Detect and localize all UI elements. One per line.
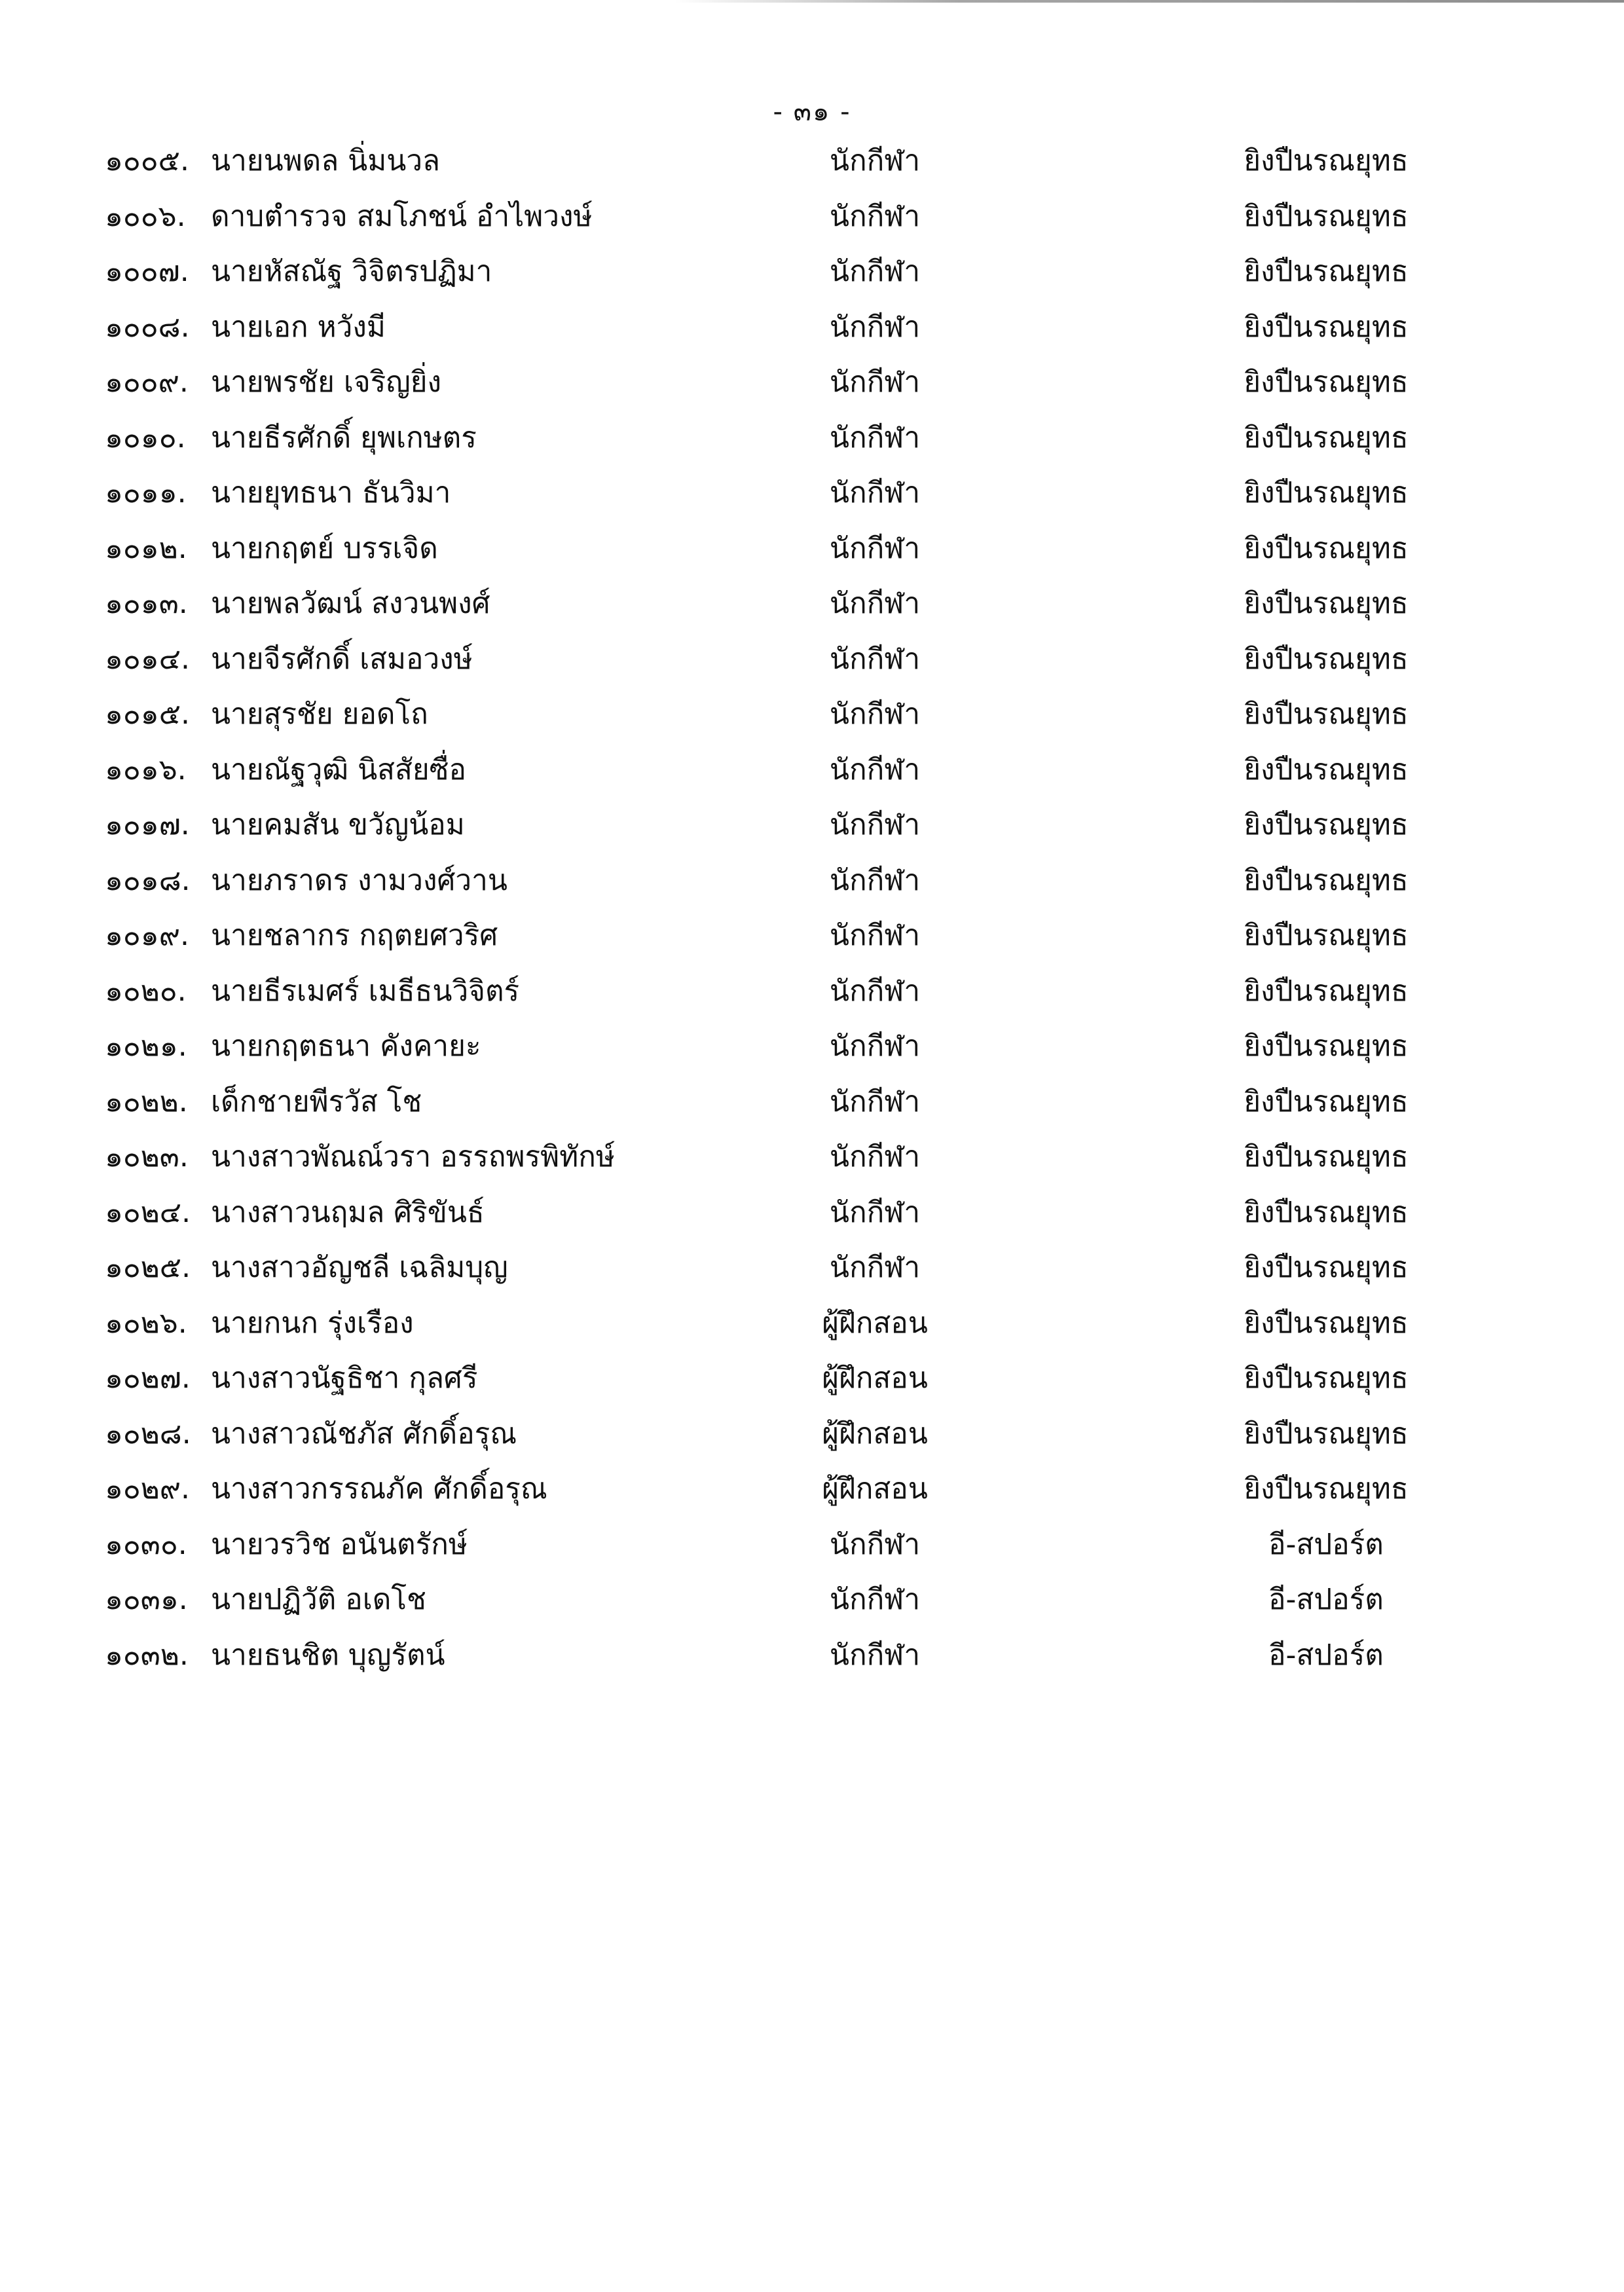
list-item xyxy=(0,196,1624,251)
page-number: - ๓๑ - xyxy=(773,97,851,127)
person-role: นักกีฬา xyxy=(829,1527,921,1561)
person-role: นักกีฬา xyxy=(829,1140,921,1174)
list-item xyxy=(0,1081,1624,1137)
entry-number: ๑๐๑๓. xyxy=(105,587,188,620)
entry-number: ๑๐๒๓. xyxy=(105,1140,189,1174)
entry-number: ๑๐๐๖. xyxy=(105,199,186,233)
person-role: นักกีฬา xyxy=(829,587,921,620)
sport-event: ยิงปืนรณยุทธ xyxy=(1244,1029,1409,1063)
person-name: นางสาวนัฐธิชา กุลศรี xyxy=(211,1361,478,1395)
person-role: นักกีฬา xyxy=(829,863,921,897)
person-role: นักกีฬา xyxy=(829,1084,921,1118)
entry-number: ๑๐๑๘. xyxy=(105,863,191,897)
list-item xyxy=(0,361,1624,417)
entry-number: ๑๐๐๗. xyxy=(105,255,189,288)
person-role: นักกีฬา xyxy=(829,476,921,509)
person-role: นักกีฬา xyxy=(829,1583,921,1616)
sport-event: ยิงปืนรณยุทธ xyxy=(1244,1416,1409,1451)
person-role: ผู้ฝึกสอน xyxy=(822,1472,928,1506)
person-name: นายธีรเมศร์ เมธีธนวิจิตร์ xyxy=(211,974,520,1008)
person-role: นักกีฬา xyxy=(829,1638,921,1672)
person-role: นักกีฬา xyxy=(829,642,921,676)
sport-event: ยิงปืนรณยุทธ xyxy=(1244,310,1409,344)
person-name: นายคมสัน ขวัญน้อม xyxy=(211,808,465,841)
sport-event: ยิงปืนรณยุทธ xyxy=(1244,863,1409,897)
list-item xyxy=(0,915,1624,970)
person-name: นางสาวณัชภัส ศักดิ์อรุณ xyxy=(211,1416,517,1451)
sport-event: ยิงปืนรณยุทธ xyxy=(1244,1195,1409,1229)
person-name: นายกฤตย์ บรรเจิด xyxy=(211,531,438,565)
entry-number: ๑๐๒๔. xyxy=(105,1195,191,1229)
sport-event: อี-สปอร์ต xyxy=(1268,1638,1384,1672)
entry-number: ๑๐๑๒. xyxy=(105,531,187,565)
entry-number: ๑๐๓๑. xyxy=(105,1583,188,1616)
list-item xyxy=(0,1192,1624,1248)
person-role: ผู้ฝึกสอน xyxy=(822,1361,928,1395)
list-item xyxy=(0,804,1624,860)
list-item xyxy=(0,1468,1624,1524)
person-role: นักกีฬา xyxy=(829,144,921,177)
list-item xyxy=(0,1026,1624,1081)
entry-number: ๑๐๒๗. xyxy=(105,1361,191,1395)
person-role: นักกีฬา xyxy=(829,808,921,841)
person-name: นายหัสณัฐ วิจิตรปฏิมา xyxy=(211,255,492,288)
person-name: นายวรวิช อนันตรักษ์ xyxy=(211,1527,468,1561)
sport-event: ยิงปืนรณยุทธ xyxy=(1244,642,1409,676)
person-role: นักกีฬา xyxy=(829,255,921,288)
person-role: นักกีฬา xyxy=(829,752,921,786)
sport-event: ยิงปืนรณยุทธ xyxy=(1244,476,1409,509)
person-name: นายนพดล นิ่มนวล xyxy=(211,144,441,177)
person-name: นายภราดร งามวงศ์วาน xyxy=(211,863,507,897)
sport-event: ยิงปืนรณยุทธ xyxy=(1244,808,1409,841)
entry-number: ๑๐๒๕. xyxy=(105,1251,191,1284)
sport-event: ยิงปืนรณยุทธ xyxy=(1244,697,1409,731)
person-name: นายกฤตธนา คังคายะ xyxy=(211,1029,481,1063)
person-name: นายยุทธนา ธันวิมา xyxy=(211,476,451,509)
list-item xyxy=(0,528,1624,583)
person-role: นักกีฬา xyxy=(829,420,921,454)
sport-event: ยิงปืนรณยุทธ xyxy=(1244,1306,1409,1340)
scan-edge-shadow xyxy=(674,0,1624,3)
person-name: นายณัฐวุฒิ นิสสัยซื่อ xyxy=(211,752,466,786)
list-item xyxy=(0,583,1624,638)
person-role: นักกีฬา xyxy=(829,697,921,731)
person-role: นักกีฬา xyxy=(829,365,921,399)
entry-number: ๑๐๑๕. xyxy=(105,697,191,731)
sport-event: ยิงปืนรณยุทธ xyxy=(1244,587,1409,620)
sport-event: อี-สปอร์ต xyxy=(1268,1527,1384,1561)
list-item xyxy=(0,1635,1624,1690)
person-name: นายธนชิต บุญรัตน์ xyxy=(211,1638,445,1672)
person-role: ผู้ฝึกสอน xyxy=(822,1416,928,1451)
entry-number: ๑๐๒๑. xyxy=(105,1029,187,1063)
sport-event: ยิงปืนรณยุทธ xyxy=(1244,1361,1409,1395)
entry-number: ๑๐๑๗. xyxy=(105,808,190,841)
list-item xyxy=(0,306,1624,362)
entry-number: ๑๐๒๘. xyxy=(105,1416,191,1451)
person-name: นางสาวอัญชลี เฉลิมบุญ xyxy=(211,1251,508,1284)
person-name: นายเอก หวังมี xyxy=(211,310,386,344)
entry-number: ๑๐๑๖. xyxy=(105,752,187,786)
person-role: นักกีฬา xyxy=(829,531,921,565)
sport-event: ยิงปืนรณยุทธ xyxy=(1244,255,1409,288)
list-item xyxy=(0,693,1624,749)
sport-event: ยิงปืนรณยุทธ xyxy=(1244,974,1409,1008)
entry-number: ๑๐๑๐. xyxy=(105,420,186,454)
roster-list xyxy=(0,140,1624,1690)
entry-number: ๑๐๑๑. xyxy=(105,476,187,509)
sport-event: ยิงปืนรณยุทธ xyxy=(1244,1251,1409,1284)
person-role: นักกีฬา xyxy=(829,1251,921,1284)
person-name: นางสาวกรรณภัค ศักดิ์อรุณ xyxy=(211,1472,547,1506)
person-name: นายธีรศักดิ์ ยุพเกษตร xyxy=(211,420,477,454)
person-name: เด็กชายพีรวัส โช xyxy=(211,1084,422,1118)
person-name: นายพลวัฒน์ สงวนพงศ์ xyxy=(211,587,490,620)
sport-event: ยิงปืนรณยุทธ xyxy=(1244,1084,1409,1118)
list-item xyxy=(0,749,1624,805)
person-name: นายชลากร กฤตยศวริศ xyxy=(211,919,498,952)
entry-number: ๑๐๐๙. xyxy=(105,365,189,399)
entry-number: ๑๐๒๖. xyxy=(105,1306,187,1340)
list-item xyxy=(0,251,1624,306)
list-item xyxy=(0,140,1624,196)
entry-number: ๑๐๐๕. xyxy=(105,144,189,177)
sport-event: ยิงปืนรณยุทธ xyxy=(1244,144,1409,177)
list-item xyxy=(0,1413,1624,1469)
sport-event: ยิงปืนรณยุทธ xyxy=(1244,1140,1409,1174)
sport-event: ยิงปืนรณยุทธ xyxy=(1244,919,1409,952)
person-name: นายพรชัย เจริญยิ่ง xyxy=(211,365,442,399)
entry-number: ๑๐๑๙. xyxy=(105,919,189,952)
entry-number: ๑๐๒๐. xyxy=(105,974,187,1008)
list-item xyxy=(0,1579,1624,1635)
entry-number: ๑๐๒๙. xyxy=(105,1472,191,1506)
list-item xyxy=(0,1136,1624,1192)
list-item xyxy=(0,472,1624,528)
entry-number: ๑๐๓๒. xyxy=(105,1638,189,1672)
sport-event: ยิงปืนรณยุทธ xyxy=(1244,365,1409,399)
person-name: นายสุรชัย ยอดโถ xyxy=(211,697,428,731)
person-role: นักกีฬา xyxy=(829,974,921,1008)
sport-event: ยิงปืนรณยุทธ xyxy=(1244,752,1409,786)
sport-event: ยิงปืนรณยุทธ xyxy=(1244,531,1409,565)
person-role: นักกีฬา xyxy=(829,1029,921,1063)
person-name: ดาบตำรวจ สมโภชน์ อำไพวงษ์ xyxy=(211,199,593,233)
entry-number: ๑๐๐๘. xyxy=(105,310,190,344)
sport-event: ยิงปืนรณยุทธ xyxy=(1244,420,1409,454)
sport-event: อี-สปอร์ต xyxy=(1268,1583,1384,1616)
person-role: นักกีฬา xyxy=(829,199,921,233)
list-item xyxy=(0,1303,1624,1358)
list-item xyxy=(0,1247,1624,1303)
entry-number: ๑๐๑๔. xyxy=(105,642,191,676)
list-item xyxy=(0,638,1624,694)
person-name: นายกนก รุ่งเรือง xyxy=(211,1306,414,1340)
person-name: นางสาวพัณณ์วรา อรรถพรพิทักษ์ xyxy=(211,1140,615,1174)
entry-number: ๑๐๒๒. xyxy=(105,1084,188,1118)
sport-event: ยิงปืนรณยุทธ xyxy=(1244,199,1409,233)
person-name: นายจีรศักดิ์ เสมอวงษ์ xyxy=(211,642,473,676)
entry-number: ๑๐๓๐. xyxy=(105,1527,187,1561)
sport-event: ยิงปืนรณยุทธ xyxy=(1244,1472,1409,1506)
person-name: นางสาวนฤมล ศิริขันธ์ xyxy=(211,1195,485,1229)
person-role: ผู้ฝึกสอน xyxy=(822,1306,928,1340)
list-item xyxy=(0,970,1624,1026)
person-role: นักกีฬา xyxy=(829,310,921,344)
person-role: นักกีฬา xyxy=(829,919,921,952)
person-name: นายปฏิวัติ อเดโช xyxy=(211,1583,426,1616)
person-role: นักกีฬา xyxy=(829,1195,921,1229)
list-item xyxy=(0,1524,1624,1580)
list-item xyxy=(0,860,1624,915)
list-item xyxy=(0,1358,1624,1413)
list-item xyxy=(0,417,1624,473)
